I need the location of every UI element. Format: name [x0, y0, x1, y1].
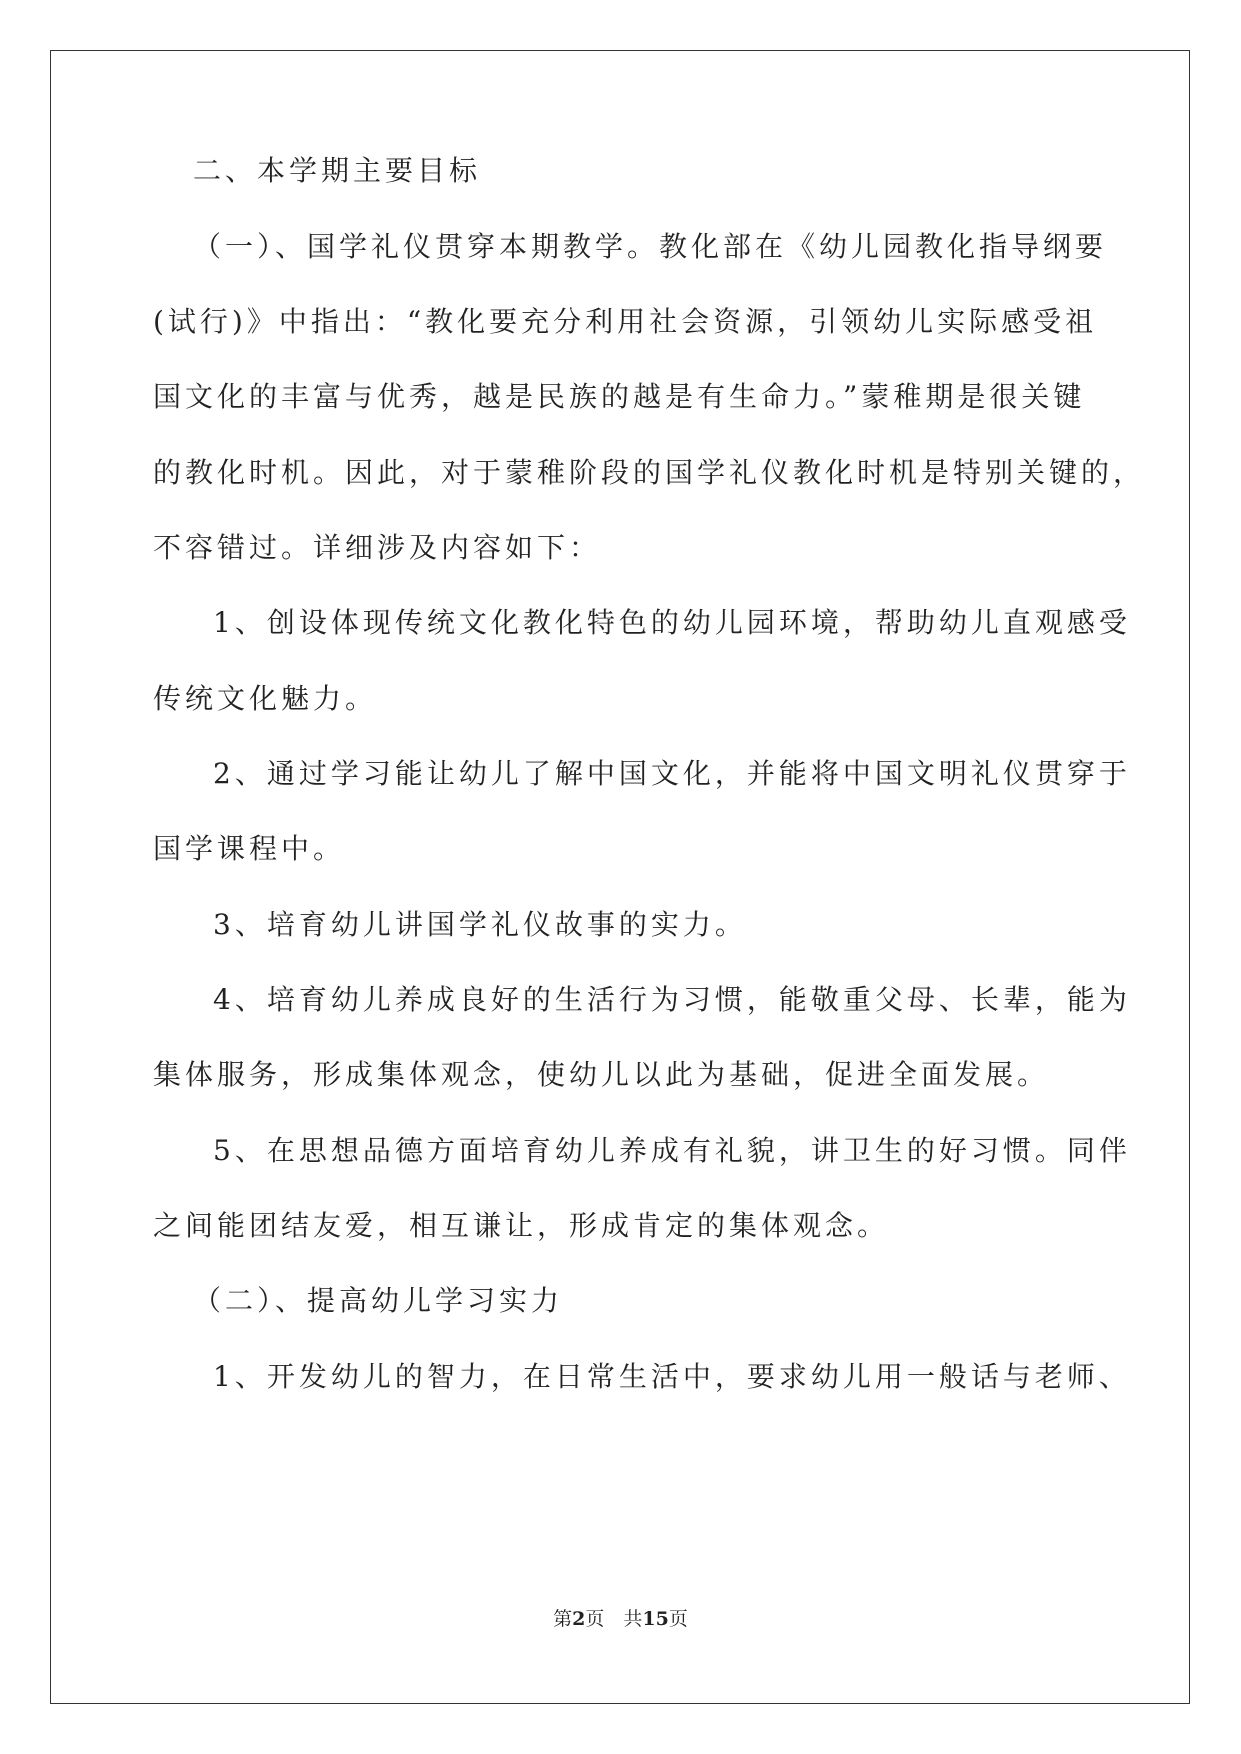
- paragraph-line: （一）、国学礼仪贯穿本期教学。教化部在《幼儿园教化指导纲要: [193, 230, 1108, 263]
- page-total: 15: [642, 1608, 669, 1630]
- subsection-heading: （二）、提高幼儿学习实力: [193, 1284, 564, 1317]
- list-item-line: 传统文化魅力。: [153, 682, 378, 715]
- list-item-line: 2、通过学习能让幼儿了解中国文化，并能将中国文明礼仪贯穿于: [213, 757, 1131, 790]
- page-border: [50, 50, 1190, 1704]
- list-item-line: 3、培育幼儿讲国学礼仪故事的实力。: [213, 908, 747, 941]
- paragraph-line: (试行)》中指出：“教化要充分利用社会资源，引领幼儿实际感受祖: [153, 305, 1098, 338]
- footer-mid: 页 共: [585, 1608, 643, 1630]
- paragraph-line: 不容错过。详细涉及内容如下：: [153, 531, 602, 564]
- section-heading: 二、本学期主要目标: [193, 154, 482, 187]
- page-number: 2: [572, 1608, 586, 1630]
- list-item-line: 5、在思想品德方面培育幼儿养成有礼貌，讲卫生的好习惯。同伴: [213, 1134, 1131, 1167]
- list-item-line: 国学课程中。: [153, 832, 346, 865]
- footer-suffix: 页: [668, 1608, 688, 1630]
- list-item-line: 之间能团结友爱，相互谦让，形成肯定的集体观念。: [153, 1209, 890, 1242]
- footer-prefix: 第: [553, 1608, 573, 1630]
- list-item-line: 4、培育幼儿养成良好的生活行为习惯，能敬重父母、长辈，能为: [213, 983, 1131, 1016]
- paragraph-line: 国文化的丰富与优秀，越是民族的越是有生命力。”蒙稚期是很关键: [153, 380, 1086, 413]
- paragraph-line: 的教化时机。因此，对于蒙稚阶段的国学礼仪教化时机是特别关键的，: [153, 456, 1146, 489]
- list-item-line: 1、创设体现传统文化教化特色的幼儿园环境，帮助幼儿直观感受: [213, 606, 1131, 639]
- list-item-line: 1、开发幼儿的智力，在日常生活中，要求幼儿用一般话与老师、: [213, 1360, 1131, 1393]
- list-item-line: 集体服务，形成集体观念，使幼儿以此为基础，促进全面发展。: [153, 1058, 1050, 1091]
- page-footer: [0, 1607, 1241, 1631]
